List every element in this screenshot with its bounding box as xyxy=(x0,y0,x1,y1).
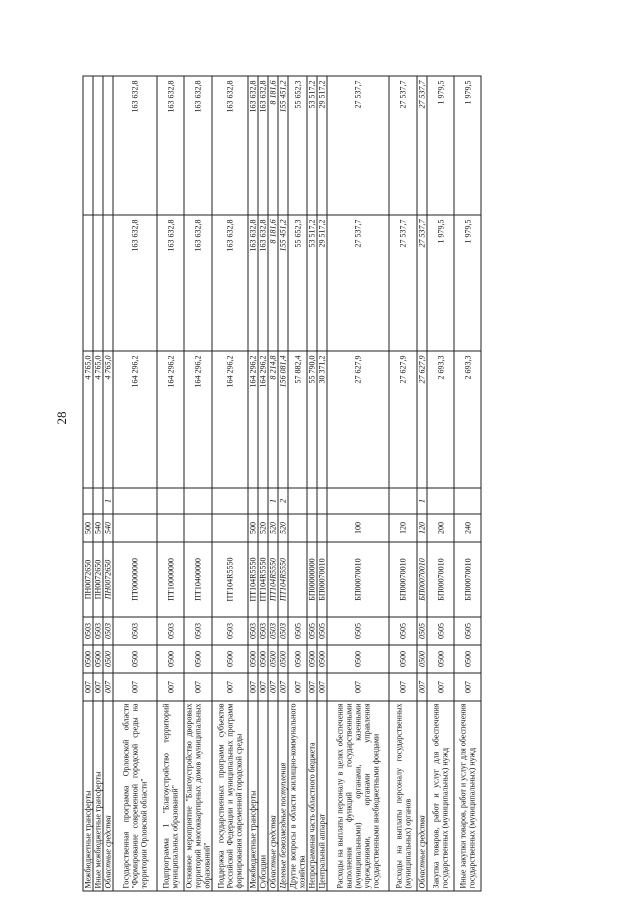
table-row xyxy=(93,76,103,891)
code-target: ПТ104R5550 xyxy=(268,542,278,617)
code-ministry: 007 xyxy=(454,673,481,701)
amount-3: 27 537,7 xyxy=(389,76,417,215)
code-target: БП00070010 xyxy=(417,542,427,617)
amount-1: 164 296,2 xyxy=(157,351,184,488)
code-subsection: 0503 xyxy=(93,617,103,645)
code-target: ПТ104R5550 xyxy=(212,542,248,617)
amount-3: 163 632,8 xyxy=(184,76,212,215)
row-name: Областные средства xyxy=(417,701,427,891)
code-ministry: 007 xyxy=(427,673,454,701)
table-row xyxy=(258,76,268,891)
amount-1: 4 765,0 xyxy=(93,351,103,488)
code-section: 0500 xyxy=(327,645,389,673)
code-source xyxy=(288,488,307,514)
table-row xyxy=(454,76,481,891)
amount-3 xyxy=(83,76,93,215)
rotated-table-frame xyxy=(83,77,609,892)
amount-2: 163 632,8 xyxy=(184,215,212,351)
code-source xyxy=(258,488,268,514)
code-subsection: 0505 xyxy=(417,617,427,645)
amount-3: 155 451,2 xyxy=(278,76,288,215)
amount-3: 163 632,8 xyxy=(248,76,258,215)
code-source xyxy=(317,488,327,514)
code-expense-type: 520 xyxy=(258,514,268,542)
row-name: Основное мероприятие "Благоустройство дворовых территорий многоквартирных домов муниципальных образований" xyxy=(184,701,212,891)
amount-1: 4 765,0 xyxy=(83,351,93,488)
table-row xyxy=(113,76,157,891)
amount-1: 27 627,9 xyxy=(327,351,389,488)
amount-1: 164 296,2 xyxy=(258,351,268,488)
row-name: Межбюджетные трансферты xyxy=(83,701,93,891)
amount-2: 1 979,5 xyxy=(427,215,454,351)
code-section: 0500 xyxy=(258,645,268,673)
code-section: 0500 xyxy=(288,645,307,673)
code-section: 0500 xyxy=(113,645,157,673)
amount-3: 1 979,5 xyxy=(454,76,481,215)
code-expense-type: 200 xyxy=(427,514,454,542)
code-ministry: 007 xyxy=(389,673,417,701)
amount-1: 27 627,9 xyxy=(389,351,417,488)
code-ministry: 007 xyxy=(258,673,268,701)
amount-2: 53 517,2 xyxy=(307,215,317,351)
code-ministry: 007 xyxy=(417,673,427,701)
amount-3: 163 632,8 xyxy=(157,76,184,215)
code-section: 0500 xyxy=(417,645,427,673)
code-ministry: 007 xyxy=(278,673,288,701)
amount-2: 27 537,7 xyxy=(417,215,427,351)
amount-1: 57 882,4 xyxy=(288,351,307,488)
row-name: Другие вопросы в области жилищно-коммунального хозяйства xyxy=(288,701,307,891)
code-subsection: 0503 xyxy=(113,617,157,645)
code-section: 0500 xyxy=(389,645,417,673)
budget-table xyxy=(83,76,482,892)
amount-1: 27 627,9 xyxy=(417,351,427,488)
code-target: БП00070010 xyxy=(427,542,454,617)
amount-3: 53 517,2 xyxy=(307,76,317,215)
code-subsection: 0505 xyxy=(288,617,307,645)
amount-2 xyxy=(103,215,113,351)
code-target: ПТ104R5550 xyxy=(278,542,288,617)
code-ministry: 007 xyxy=(212,673,248,701)
code-expense-type: 520 xyxy=(268,514,278,542)
code-source xyxy=(113,488,157,514)
amount-2 xyxy=(93,215,103,351)
code-subsection: 0505 xyxy=(327,617,389,645)
code-target: ПН0072650 xyxy=(83,542,93,617)
code-section: 0500 xyxy=(83,645,93,673)
code-ministry: 007 xyxy=(307,673,317,701)
code-subsection: 0505 xyxy=(427,617,454,645)
code-expense-type: 240 xyxy=(454,514,481,542)
code-subsection: 0505 xyxy=(389,617,417,645)
code-section: 0500 xyxy=(184,645,212,673)
amount-2: 163 632,8 xyxy=(258,215,268,351)
table-row xyxy=(157,76,184,891)
code-target: ПН0072650 xyxy=(103,542,113,617)
code-target: ПН0072650 xyxy=(93,542,103,617)
amount-2: 163 632,8 xyxy=(157,215,184,351)
amount-3: 27 537,7 xyxy=(327,76,389,215)
code-ministry: 007 xyxy=(317,673,327,701)
code-section: 0500 xyxy=(307,645,317,673)
code-source xyxy=(212,488,248,514)
code-target: БП00070010 xyxy=(317,542,327,617)
row-name: Иные межбюджетные трансферты xyxy=(93,701,103,891)
amount-3: 8 181,6 xyxy=(268,76,278,215)
table-row xyxy=(184,76,212,891)
code-source: 1 xyxy=(417,488,427,514)
code-section: 0500 xyxy=(268,645,278,673)
row-name: Расходы на выплаты персоналу в целях обеспечения выполнения функций государственными (муниципальными) органами, казенными учреждениями, органами управления государственными внебюджетными фондами xyxy=(327,701,389,891)
row-name: Целевые безвозмездные поступления xyxy=(278,701,288,891)
code-expense-type xyxy=(113,514,157,542)
amount-3: 163 632,8 xyxy=(113,76,157,215)
amount-3: 1 979,5 xyxy=(427,76,454,215)
table-row xyxy=(103,76,113,891)
code-source xyxy=(389,488,417,514)
code-expense-type: 500 xyxy=(248,514,258,542)
code-subsection: 0505 xyxy=(317,617,327,645)
code-target: ПТ10000000 xyxy=(157,542,184,617)
code-section: 0500 xyxy=(103,645,113,673)
code-ministry: 007 xyxy=(327,673,389,701)
code-section: 0500 xyxy=(157,645,184,673)
amount-2: 163 632,8 xyxy=(248,215,258,351)
code-source xyxy=(83,488,93,514)
row-name: Областные средства xyxy=(268,701,278,891)
amount-1: 164 296,2 xyxy=(113,351,157,488)
amount-2: 8 181,6 xyxy=(268,215,278,351)
code-ministry: 007 xyxy=(103,673,113,701)
amount-1: 30 371,2 xyxy=(317,351,327,488)
code-ministry: 007 xyxy=(268,673,278,701)
table-row xyxy=(268,76,278,891)
amount-3: 163 632,8 xyxy=(258,76,268,215)
code-subsection: 0503 xyxy=(258,617,268,645)
code-target: БП00070010 xyxy=(327,542,389,617)
code-expense-type: 540 xyxy=(93,514,103,542)
code-section: 0500 xyxy=(212,645,248,673)
amount-1: 55 790,0 xyxy=(307,351,317,488)
table-row xyxy=(307,76,317,891)
code-expense-type xyxy=(184,514,212,542)
row-name: Расходы на выплаты персоналу государственных (муниципальных) органов xyxy=(389,701,417,891)
amount-1: 2 693,3 xyxy=(454,351,481,488)
code-source xyxy=(157,488,184,514)
code-subsection: 0503 xyxy=(83,617,93,645)
code-ministry: 007 xyxy=(113,673,157,701)
code-expense-type xyxy=(307,514,317,542)
code-subsection: 0503 xyxy=(278,617,288,645)
code-section: 0500 xyxy=(93,645,103,673)
code-source xyxy=(93,488,103,514)
code-section: 0500 xyxy=(248,645,258,673)
code-source xyxy=(427,488,454,514)
row-name: Центральный аппарат xyxy=(317,701,327,891)
code-source xyxy=(248,488,258,514)
code-ministry: 007 xyxy=(157,673,184,701)
amount-1: 164 296,2 xyxy=(212,351,248,488)
amount-2: 163 632,8 xyxy=(113,215,157,351)
code-expense-type xyxy=(212,514,248,542)
code-expense-type: 100 xyxy=(327,514,389,542)
code-expense-type: 120 xyxy=(417,514,427,542)
code-subsection: 0503 xyxy=(248,617,258,645)
code-target: ПТ104R5550 xyxy=(248,542,258,617)
amount-2: 1 979,5 xyxy=(454,215,481,351)
code-target: БП00070010 xyxy=(389,542,417,617)
code-source xyxy=(454,488,481,514)
amount-2: 27 537,7 xyxy=(389,215,417,351)
row-name: Поддержка государственных программ субъектов Российской Федерации и муниципальных программ формирования современной городской среды xyxy=(212,701,248,891)
code-target: БП00070010 xyxy=(454,542,481,617)
code-source xyxy=(327,488,389,514)
amount-1: 156 081,4 xyxy=(278,351,288,488)
code-expense-type: 500 xyxy=(83,514,93,542)
amount-1: 2 693,3 xyxy=(427,351,454,488)
amount-1: 164 296,2 xyxy=(184,351,212,488)
code-section: 0500 xyxy=(317,645,327,673)
code-target: ПТ104R5550 xyxy=(258,542,268,617)
code-subsection: 0503 xyxy=(157,617,184,645)
code-section: 0500 xyxy=(427,645,454,673)
amount-3: 163 632,8 xyxy=(212,76,248,215)
code-subsection: 0505 xyxy=(307,617,317,645)
code-source xyxy=(307,488,317,514)
code-source: 1 xyxy=(103,488,113,514)
amount-3 xyxy=(103,76,113,215)
code-source xyxy=(184,488,212,514)
code-ministry: 007 xyxy=(83,673,93,701)
code-subsection: 0503 xyxy=(212,617,248,645)
code-section: 0500 xyxy=(454,645,481,673)
table-row xyxy=(417,76,427,891)
table-body xyxy=(83,76,481,891)
row-name: Непрограммная часть областного бюджета xyxy=(307,701,317,891)
table-row xyxy=(427,76,454,891)
page-number: 28 xyxy=(54,411,69,425)
amount-3: 55 652,3 xyxy=(288,76,307,215)
code-expense-type xyxy=(317,514,327,542)
code-subsection: 0503 xyxy=(268,617,278,645)
code-ministry: 007 xyxy=(248,673,258,701)
code-expense-type: 520 xyxy=(278,514,288,542)
code-expense-type xyxy=(288,514,307,542)
row-name: Подпрограмма 1 "Благоустройство территорий муниципальных образований" xyxy=(157,701,184,891)
row-name: Субсидии xyxy=(258,701,268,891)
amount-1: 4 765,0 xyxy=(103,351,113,488)
amount-1: 8 214,8 xyxy=(268,351,278,488)
amount-2: 55 652,3 xyxy=(288,215,307,351)
code-target: БП00000000 xyxy=(307,542,317,617)
table-row xyxy=(212,76,248,891)
table-row xyxy=(327,76,389,891)
code-ministry: 007 xyxy=(93,673,103,701)
code-subsection: 0503 xyxy=(184,617,212,645)
amount-2: 29 517,2 xyxy=(317,215,327,351)
table-row xyxy=(389,76,417,891)
amount-3: 27 537,7 xyxy=(417,76,427,215)
row-name: Иные закупки товаров, работ и услуг для обеспечения государственных (муниципальных) нужд xyxy=(454,701,481,891)
amount-1: 164 296,2 xyxy=(248,351,258,488)
code-expense-type: 540 xyxy=(103,514,113,542)
table-row xyxy=(317,76,327,891)
amount-2 xyxy=(83,215,93,351)
code-source: 2 xyxy=(278,488,288,514)
amount-2: 27 537,7 xyxy=(327,215,389,351)
amount-2: 163 632,8 xyxy=(212,215,248,351)
code-expense-type xyxy=(157,514,184,542)
table-row xyxy=(278,76,288,891)
code-target: ПТ00000000 xyxy=(113,542,157,617)
amount-3 xyxy=(93,76,103,215)
code-target xyxy=(288,542,307,617)
row-name: Государственная программа Орловской области "Формирование современной городской среды на территории Орловской области" xyxy=(113,701,157,891)
code-source: 1 xyxy=(268,488,278,514)
code-ministry: 007 xyxy=(288,673,307,701)
table-row xyxy=(83,76,93,891)
code-ministry: 007 xyxy=(184,673,212,701)
table-row xyxy=(248,76,258,891)
table-row xyxy=(288,76,307,891)
code-expense-type: 120 xyxy=(389,514,417,542)
code-subsection: 0503 xyxy=(103,617,113,645)
row-name: Областные средства xyxy=(103,701,113,891)
amount-2: 155 451,2 xyxy=(278,215,288,351)
code-section: 0500 xyxy=(278,645,288,673)
code-subsection: 0505 xyxy=(454,617,481,645)
amount-3: 29 517,2 xyxy=(317,76,327,215)
code-target: ПТ10400000 xyxy=(184,542,212,617)
row-name: Межбюджетные трансферты xyxy=(248,701,258,891)
row-name: Закупка товаров, работ и услуг для обеспечения государственных (муниципальных) нужд xyxy=(427,701,454,891)
